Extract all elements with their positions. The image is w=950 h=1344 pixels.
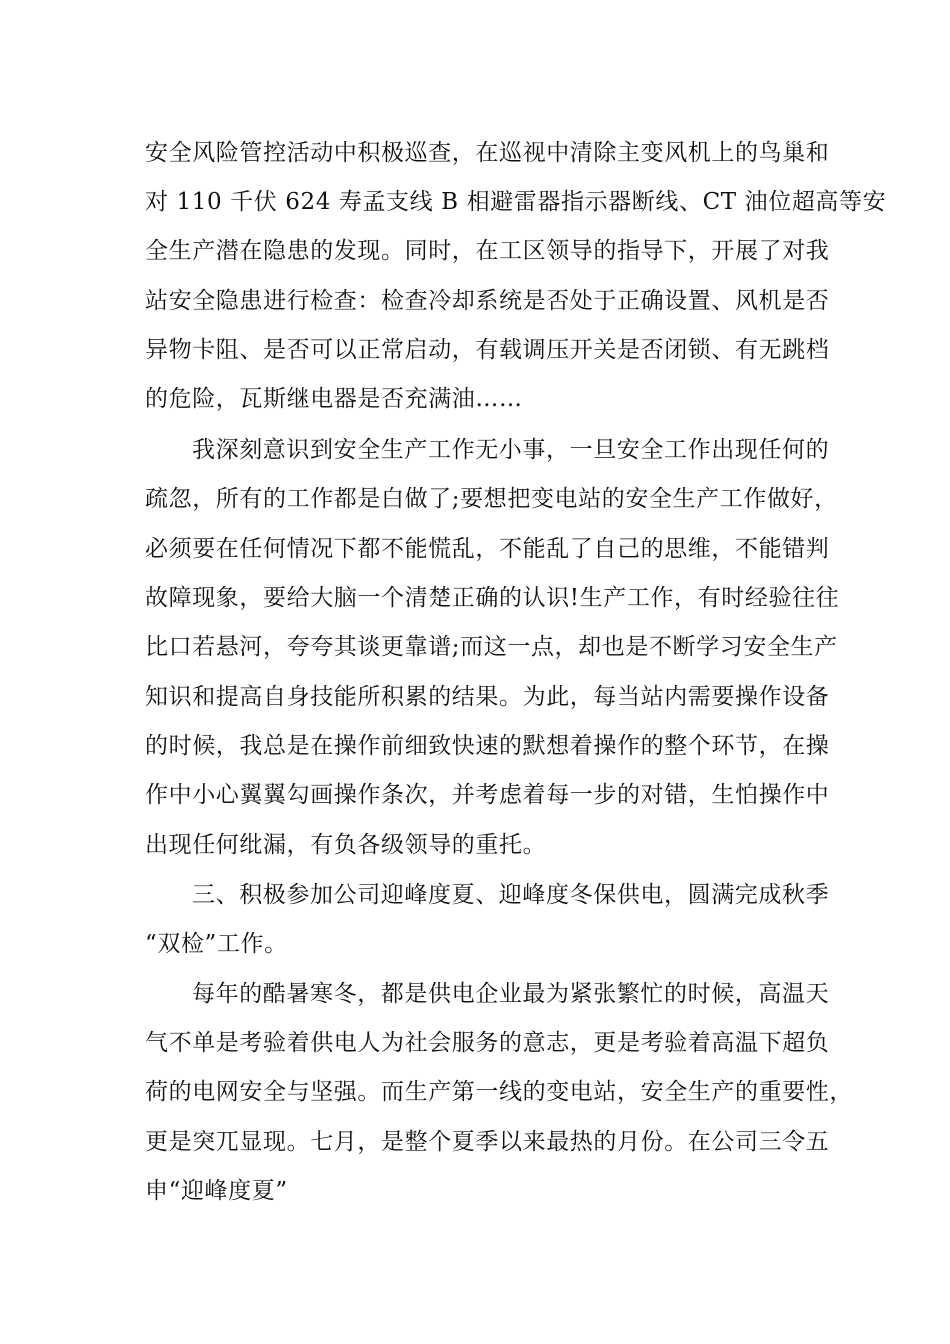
text-line: 安全风险管控活动中积极巡查，在巡视中清除主变风机上的鸟巢和 bbox=[145, 140, 830, 166]
text-line: 比口若悬河，夸夸其谈更靠谱;而这一点，却也是不断学习安全生产 bbox=[145, 634, 838, 660]
text-line: 的时候，我总是在操作前细致快速的默想着操作的整个环节，在操 bbox=[145, 733, 830, 759]
text-line: 疏忽，所有的工作都是白做了;要想把变电站的安全生产工作做好， bbox=[145, 486, 838, 512]
text-line: 更是突兀显现。七月，是整个夏季以来最热的月份。在公司三令五 bbox=[145, 1129, 830, 1155]
text-line: 站安全隐患进行检查：检查冷却系统是否处于正确设置、风机是否 bbox=[145, 288, 830, 314]
paragraph-first-line: 我深刻意识到安全生产工作无小事，一旦安全工作出现任何的 bbox=[192, 437, 830, 463]
section-heading-cont: “双检”工作。 bbox=[145, 931, 288, 957]
text-line: 必须要在任何情况下都不能慌乱，不能乱了自己的思维，不能错判 bbox=[145, 536, 830, 562]
text-line: 故障现象，要给大脑一个清楚正确的认识!生产工作，有时经验往往 bbox=[145, 585, 840, 611]
text-line: 出现任何纰漏，有负各级领导的重托。 bbox=[145, 832, 547, 858]
text-line: 知识和提高自身技能所积累的结果。为此，每当站内需要操作设备 bbox=[145, 684, 830, 710]
text-line: 全生产潜在隐患的发现。同时，在工区领导的指导下，开展了对我 bbox=[145, 238, 830, 264]
text-line: 气不单是考验着供电人为社会服务的意志，更是考验着高温下超负 bbox=[145, 1030, 830, 1056]
text-line: 申“迎峰度夏” bbox=[145, 1178, 288, 1204]
text-line: 对 110 千伏 624 寿孟支线 B 相避雷器指示器断线、CT 油位超高等安 bbox=[145, 189, 887, 215]
text-line: 的危险，瓦斯继电器是否充满油…… bbox=[145, 386, 523, 412]
text-line: 荷的电网安全与坚强。而生产第一线的变电站，安全生产的重要性， bbox=[145, 1079, 853, 1105]
text-line: 异物卡阻、是否可以正常启动，有载调压开关是否闭锁、有无跳档 bbox=[145, 337, 830, 363]
section-heading: 三、积极参加公司迎峰度夏、迎峰度冬保供电，圆满完成秋季 bbox=[192, 882, 830, 908]
text-line: 作中小心翼翼勾画操作条次，并考虑着每一步的对错，生怕操作中 bbox=[145, 782, 830, 808]
paragraph-first-line: 每年的酷暑寒冬，都是供电企业最为紧张繁忙的时候，高温天 bbox=[192, 981, 830, 1007]
